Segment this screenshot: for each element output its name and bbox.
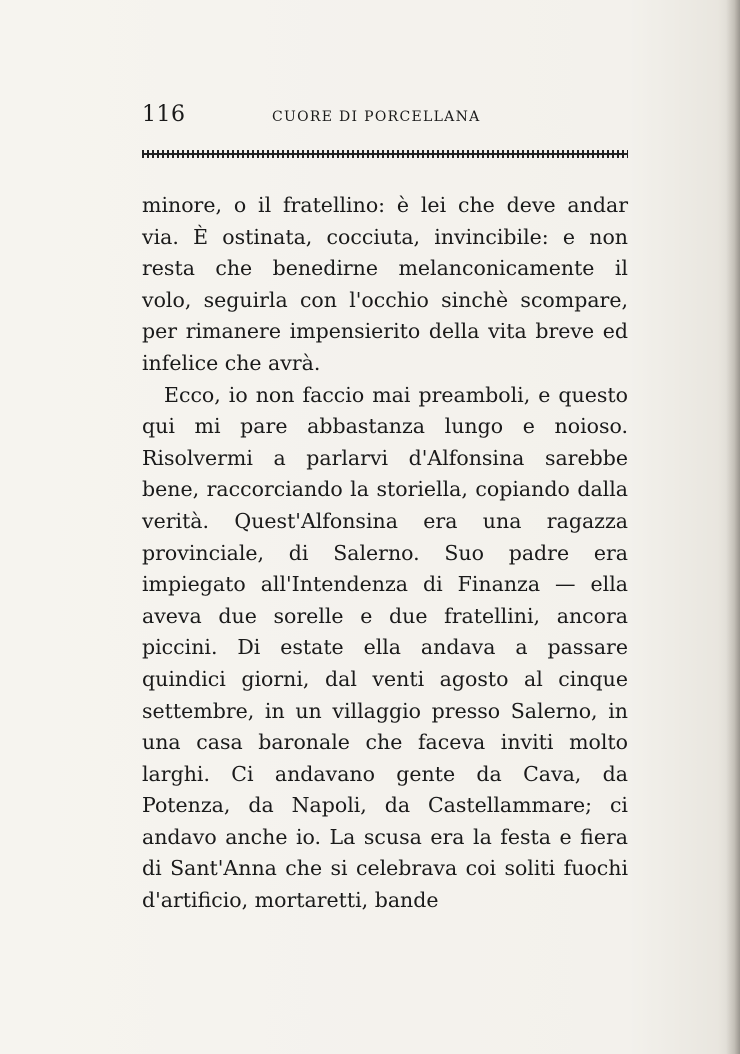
page-number: 116: [142, 102, 186, 127]
page-header: [142, 102, 628, 132]
paragraph: Ecco, io non faccio mai preamboli, e questo qui mi pare abbastanza lungo e noioso. Risolvermi a parlarvi d'Alfonsina sarebbe bene, raccorciando la storiella, copiando dalla verità. Quest'Alfonsina era una ragazza provinciale, di Salerno. Suo padre era impiegato all'Intendenza di Finanza — ella aveva due sorelle e due fratellini, ancora piccini. Di estate ella andava a passare quindici giorni, dal venti agosto al cinque settembre, in un villaggio presso Salerno, in una casa baronale che faceva inviti molto larghi. Ci andavano gente da Cava, da Potenza, da Napoli, da Castellammare; ci andavo anche io. La scusa era la festa e fiera di Sant'Anna che si celebrava coi soliti fuochi d'artificio, mortaretti, bande: [142, 382, 628, 913]
running-title: CUORE DI PORCELLANA: [272, 109, 481, 125]
body-text: [142, 190, 628, 917]
header-ornament-rule: [142, 150, 628, 158]
page-edge-shadow: [726, 0, 740, 1054]
paragraph-continued: minore, o il fratellino: è lei che deve andar via. È ostinata, cocciuta, invincibile: e non resta che benedirne melanconicamente il volo, seguirla con l'occhio sinchè scompare, per rimanere impensierito della vita breve ed infelice che avrà.: [142, 193, 628, 375]
